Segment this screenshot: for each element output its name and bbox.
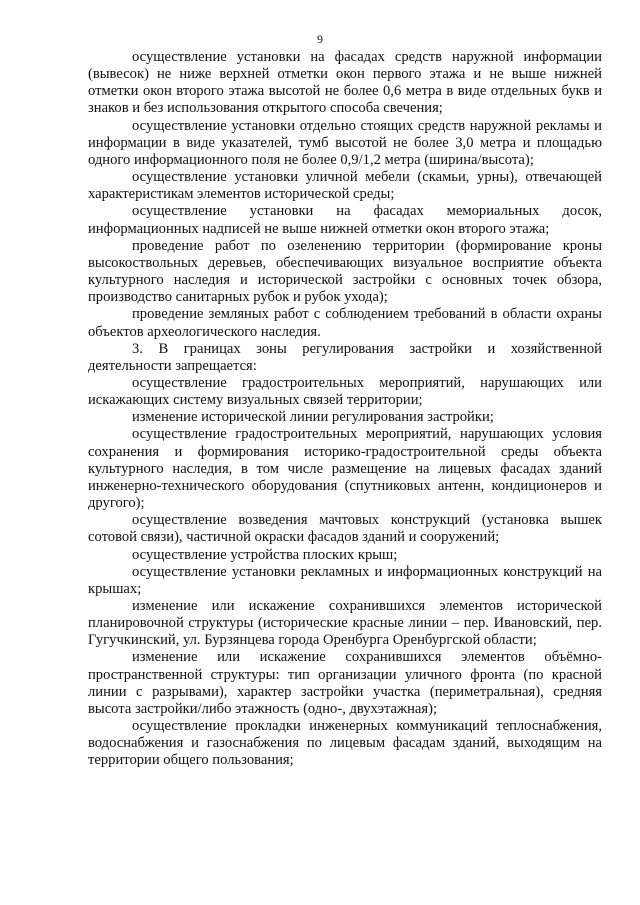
paragraph: осуществление установки на фасадах средств наружной информации (вывесок) не ниже верхней отметки окон первого этажа и не выше нижней отметки окон второго этажа высотой не более 0,6 метра в виде отдельных букв и знаков и без использования открытого способа свечения; — [88, 49, 602, 117]
paragraph: осуществление градостроительных мероприятий, нарушающих или искажающих систему визуальных связей территории; — [88, 374, 602, 409]
paragraph: осуществление устройства плоских крыш; — [132, 546, 398, 563]
paragraph: осуществление установки отдельно стоящих средств наружной рекламы и информации в виде указателей, тумб высотой не более 3,0 метра и площадью одного информационного поля не более 0,9/1,2 метра (ширина/высота); — [88, 117, 602, 168]
paragraph: изменение или искажение сохранившихся элементов объёмно-пространственной структуры: тип организации уличного фронта (по красной линии с разрывами), характер застройки участка (периметральная), средняя высота застройки/либо этажность (одно-, двухэтажная); — [88, 649, 602, 717]
paragraph: осуществление градостроительных мероприятий, нарушающих условия сохранения и формирования историко-градостроительной среды объекта культурного наследия, в том числе размещение на лицевых фасадах зданий инженерно-технического оборудования (спутниковых антенн, кондиционеров и другого); — [88, 426, 602, 512]
document-body — [88, 49, 602, 770]
paragraph: проведение работ по озеленению территории (формирование кроны высокоствольных деревьев, обеспечивающих визуальное восприятие объекта культурного наследия и исторической застройки с основных точек обзора, производство санитарных рубок и рубок ухода); — [88, 237, 602, 306]
page-number: 9 — [317, 32, 323, 46]
paragraph: осуществление установки уличной мебели (скамьи, урны), отвечающей характеристикам элементов исторической среды; — [88, 169, 602, 203]
paragraph: изменение исторической линии регулирования застройки; — [132, 409, 494, 426]
paragraph: изменение или искажение сохранившихся элементов исторической планировочной структуры (исторические красные линии – пер. Ивановский, пер. Гугучкинский, ул. Бурзянцева города Оренбурга Оренбургской области; — [88, 598, 602, 649]
paragraph: осуществление возведения мачтовых конструкций (установка вышек сотовой связи), частичной окраски фасадов зданий и сооружений; — [88, 512, 602, 546]
paragraph: проведение земляных работ с соблюдением требований в области охраны объектов археологического наследия. — [88, 306, 602, 340]
paragraph: осуществление установки на фасадах мемориальных досок, информационных надписей не выше нижней отметки окон второго этажа; — [88, 203, 602, 237]
paragraph: осуществление прокладки инженерных коммуникаций теплоснабжения, водоснабжения и газоснабжения по лицевым фасадам зданий, выходящим на территории общего пользования; — [88, 718, 602, 769]
paragraph: осуществление установки рекламных и информационных конструкций на крышах; — [88, 563, 602, 597]
section-heading-paragraph: 3. В границах зоны регулирования застройки и хозяйственной деятельности запрещается: — [88, 340, 602, 374]
